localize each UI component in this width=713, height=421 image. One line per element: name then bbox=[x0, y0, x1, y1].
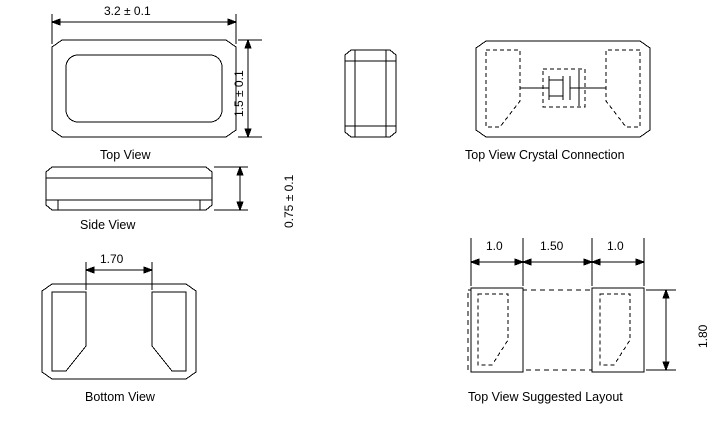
side-view-geometry bbox=[46, 167, 212, 210]
suggested-layout-geometry bbox=[468, 288, 644, 372]
side-view-height-dimension-label: 0.75 ± 0.1 bbox=[282, 174, 296, 228]
top-view-width-dimension-label: 1.5 ± 0.1 bbox=[232, 70, 246, 117]
suggested-layout-gap-label: 1.50 bbox=[540, 239, 564, 253]
suggested-layout-pad-b-label: 1.0 bbox=[607, 239, 624, 253]
bottom-view-pad-dimension-label: 1.70 bbox=[100, 252, 124, 266]
crystal-connection-caption: Top View Crystal Connection bbox=[465, 148, 625, 162]
end-view-geometry bbox=[345, 50, 396, 137]
top-view-geometry bbox=[52, 40, 236, 137]
suggested-layout-height-label: 1.80 bbox=[696, 324, 710, 348]
bottom-view-caption: Bottom View bbox=[85, 390, 155, 404]
crystal-connection-geometry bbox=[476, 41, 650, 137]
suggested-layout-caption: Top View Suggested Layout bbox=[468, 390, 623, 404]
side-view-caption: Side View bbox=[80, 218, 136, 232]
bottom-view-geometry bbox=[42, 284, 196, 379]
suggested-layout-pad-a-label: 1.0 bbox=[486, 239, 503, 253]
side-view-height-dimension bbox=[214, 167, 248, 210]
top-view-caption: Top View bbox=[100, 148, 151, 162]
top-view-length-dimension-label: 3.2 ± 0.1 bbox=[104, 4, 151, 18]
